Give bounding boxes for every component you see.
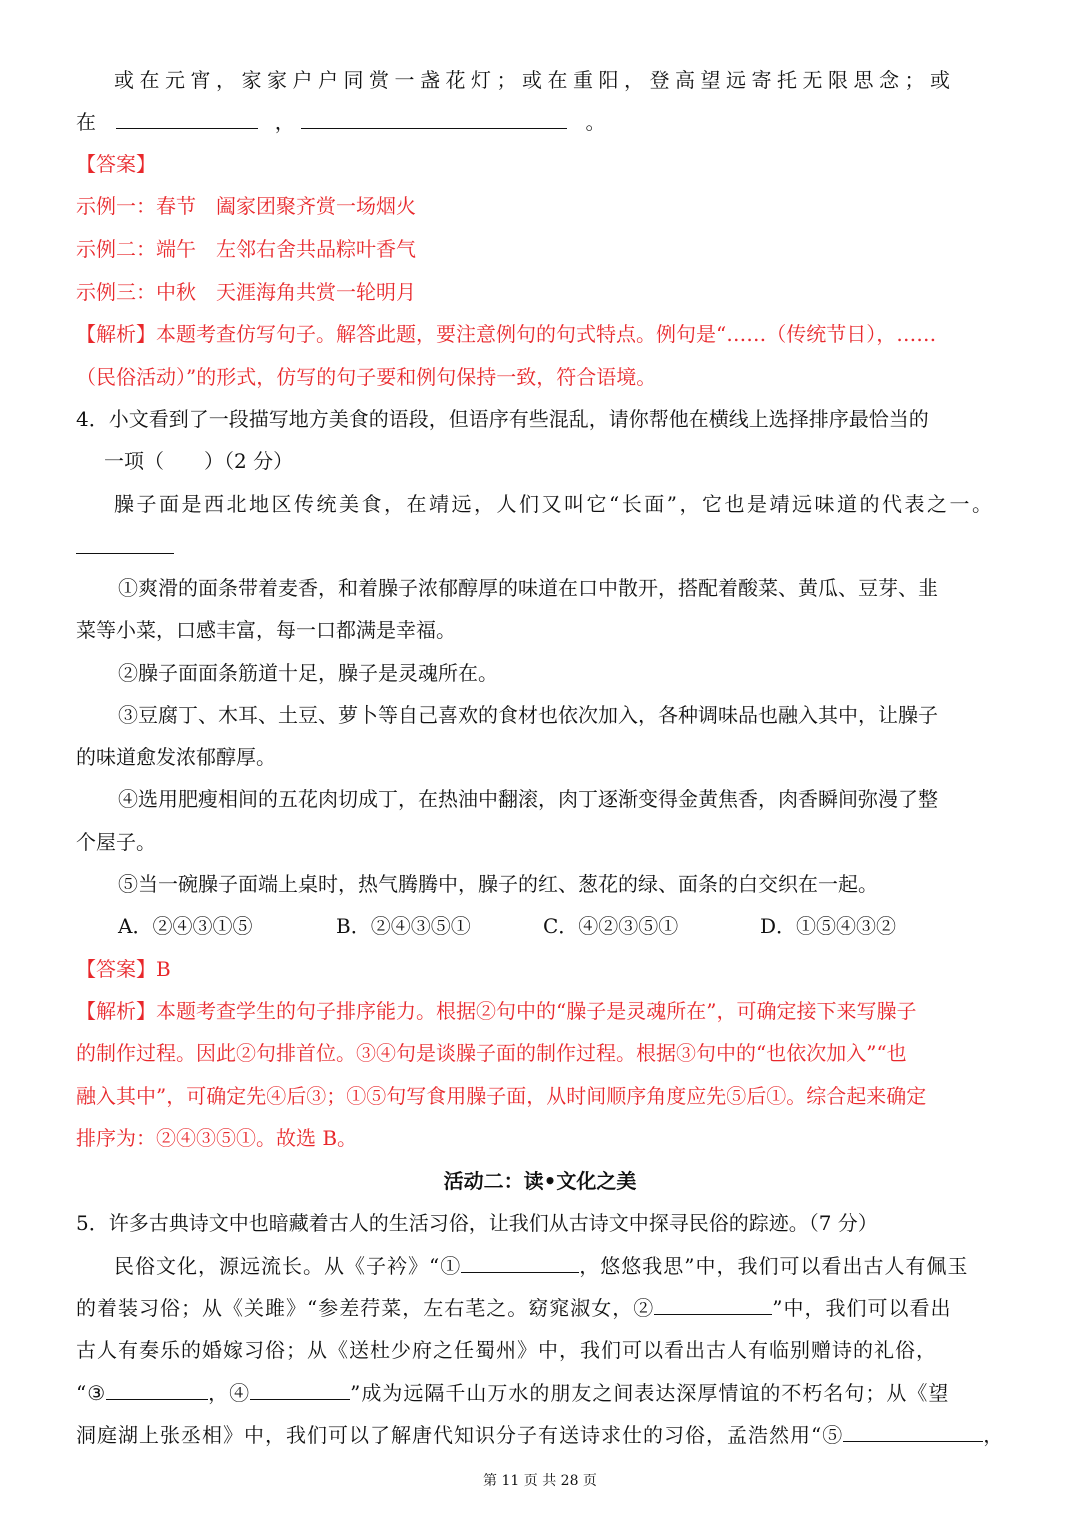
analysis-q4-label: 【解析】 xyxy=(76,999,156,1023)
analysis-q4-line4: 排序为：②④③⑤①。故选 B。 xyxy=(76,1126,358,1150)
answer-q4: 【答案】B xyxy=(76,957,171,981)
q4-sentence-4a: ④选用肥瘦相间的五花肉切成丁，在热油中翻滚，肉丁逐渐变得金黄焦香，肉香瞬间弥漫了整 xyxy=(118,787,938,811)
q5-para-line4 xyxy=(76,1379,949,1407)
q3-line2-start: 在 xyxy=(76,110,96,134)
q5-p2-text-b: ”中，我们可以看出 xyxy=(772,1296,952,1320)
q5-blank-4[interactable] xyxy=(250,1379,350,1400)
q3-line2 xyxy=(76,108,605,136)
q4-option-b[interactable]: B．②④③⑤① xyxy=(336,914,471,938)
q4-sentence-2: ②臊子面面条筋道十足，臊子是灵魂所在。 xyxy=(118,661,498,685)
analysis-q3-line2: （民俗活动）”的形式，仿写的句子要和例句保持一致，符合语境。 xyxy=(76,365,657,389)
analysis-label: 【解析】 xyxy=(76,322,156,346)
analysis-q4-line2: 的制作过程。因此②句排首位。③④句是谈臊子面的制作过程。根据③句中的“也依次加入”“也 xyxy=(76,1041,907,1065)
q5-para-line3: 古人有奏乐的婚嫁习俗；从《送杜少府之任蜀州》中，我们可以看出古人有临别赠诗的礼俗， xyxy=(76,1338,937,1362)
q5-para-line2 xyxy=(76,1294,951,1322)
q4-option-d[interactable]: D．①⑤④③② xyxy=(760,914,897,938)
analysis-q4-line3: 融入其中”，可确定先④后③；①⑤句写食用臊子面，从时间顺序角度应先⑤后①。综合起来确定 xyxy=(76,1084,927,1108)
analysis-q3-line1 xyxy=(76,320,936,348)
q3-blank-2[interactable] xyxy=(301,108,567,129)
example-3: 示例三：中秋 天涯海角共赏一轮明月 xyxy=(76,280,416,304)
q5-p5-text-b: ， xyxy=(983,1423,1005,1447)
q5-prompt: 5．许多古典诗文中也暗藏着古人的生活习俗，让我们从古诗文中探寻民俗的踪迹。（7 分） xyxy=(76,1211,878,1235)
q4-option-a[interactable]: A．②④③①⑤ xyxy=(118,914,253,938)
q5-blank-3[interactable] xyxy=(106,1379,208,1400)
q4-sentence-5: ⑤当一碗臊子面端上桌时，热气腾腾中，臊子的红、葱花的绿、面条的白交织在一起。 xyxy=(118,872,878,896)
q4-option-c[interactable]: C．④②③⑤① xyxy=(543,914,679,938)
q5-blank-1[interactable] xyxy=(461,1252,579,1273)
q5-p4-text-c: ”成为远隔千山万水的朋友之间表达深厚情谊的不朽名句；从《望 xyxy=(350,1381,950,1405)
q4-sentence-3b: 的味道愈发浓郁醇厚。 xyxy=(76,745,276,769)
q5-p4-text-b: ，④ xyxy=(208,1381,251,1405)
q3-blank-1[interactable] xyxy=(116,108,258,129)
analysis-q3-text1: 本题考查仿写句子。解答此题，要注意例句的句式特点。例句是“……（传统节日），…… xyxy=(156,322,937,346)
q5-p1-text-b: ，悠悠我思”中，我们可以看出古人有佩玉 xyxy=(579,1254,969,1278)
q3-line2-comma: ， xyxy=(274,110,295,134)
q4-intro: 臊子面是西北地区传统美食，在靖远，人们又叫它“长面”，它也是靖远味道的代表之一。 xyxy=(114,492,995,516)
example-1: 示例一：春节 阖家团聚齐赏一场烟火 xyxy=(76,194,416,218)
analysis-q4-text1: 本题考查学生的句子排序能力。根据②句中的“臊子是灵魂所在”，可确定接下来写臊子 xyxy=(156,999,917,1023)
q4-prompt-line2: 一项（ ）（2 分） xyxy=(104,449,294,473)
q5-p4-text-a: “③ xyxy=(76,1381,107,1405)
q5-p5-text-a: 洞庭湖上张丞相》中，我们可以了解唐代知识分子有送诗求仕的习俗，孟浩然用“⑤ xyxy=(76,1423,844,1447)
q5-para-line1 xyxy=(114,1252,968,1280)
q5-blank-2[interactable] xyxy=(654,1294,772,1315)
q3-line2-end: 。 xyxy=(585,110,606,134)
section-title: 活动二：读•文化之美 xyxy=(443,1169,637,1193)
q4-answer-blank[interactable] xyxy=(76,553,174,554)
q5-p1-text-a: 民俗文化，源远流长。从《子衿》“① xyxy=(114,1254,462,1278)
q4-sentence-3a: ③豆腐丁、木耳、土豆、萝卜等自己喜欢的食材也依次加入，各种调味品也融入其中，让臊子 xyxy=(118,703,938,727)
q3-line1: 或在元宵，家家户户同赏一盏花灯；或在重阳，登高望远寄托无限思念；或 xyxy=(114,68,956,92)
q4-sentence-1a: ①爽滑的面条带着麦香，和着臊子浓郁醇厚的味道在口中散开，搭配着酸菜、黄瓜、豆芽、韭 xyxy=(118,576,938,600)
q5-blank-5[interactable] xyxy=(843,1421,983,1442)
page-footer: 第 11 页 共 28 页 xyxy=(483,1473,597,1489)
answer-label-q3: 【答案】 xyxy=(76,152,156,176)
q5-p2-text-a: 的着装习俗；从《关雎》“参差荇菜，左右芼之。窈窕淑女，② xyxy=(76,1296,655,1320)
q4-prompt-line1: 4．小文看到了一段描写地方美食的语段，但语序有些混乱，请你帮他在横线上选择排序最恰当的 xyxy=(76,407,929,431)
analysis-q4-line1 xyxy=(76,997,916,1025)
q4-sentence-4b: 个屋子。 xyxy=(76,830,156,854)
q5-para-line5 xyxy=(76,1421,1004,1449)
q4-sentence-1b: 菜等小菜，口感丰富，每一口都满是幸福。 xyxy=(76,618,456,642)
example-2: 示例二：端午 左邻右舍共品粽叶香气 xyxy=(76,237,416,261)
